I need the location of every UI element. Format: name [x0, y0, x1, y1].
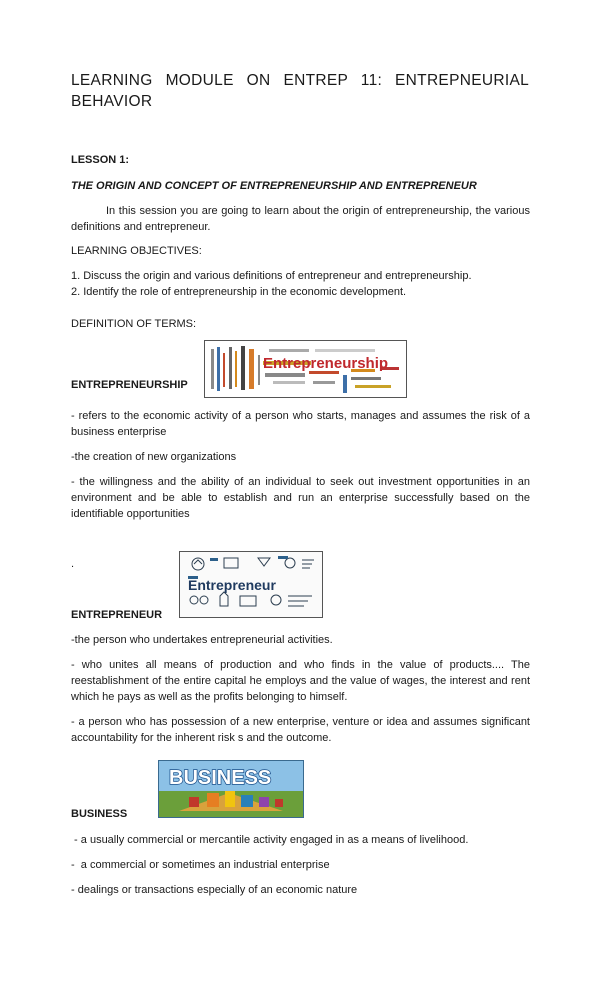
business-image-word: BUSINESS	[169, 767, 272, 789]
entrepreneurship-image-word: Entrepreneurship	[263, 355, 389, 372]
entrepreneurship-definition: - the willingness and the ability of an individual to seek out investment opportunities in an environment and be able to establish and run an enterprise successfully based on the identifiable opportunities	[71, 476, 530, 520]
objective-item: 1. Discuss the origin and various definitions of entrepreneur and entrepreneurship.	[71, 270, 472, 282]
business-definition: - a usually commercial or mercantile activity engaged in as a means of livelihood.	[71, 834, 469, 846]
module-title	[71, 70, 529, 112]
module-title-line-2: BEHAVIOR	[71, 93, 153, 110]
lesson-label: LESSON 1:	[71, 154, 130, 166]
objectives-heading: LEARNING OBJECTIVES:	[71, 245, 202, 257]
entrepreneur-definition: -the person who undertakes entrepreneurial activities.	[71, 634, 333, 646]
entrepreneurship-definition: -the creation of new organizations	[71, 451, 237, 463]
term-entrepreneurship: ENTREPRENEURSHIP	[71, 379, 188, 391]
intro-paragraph: In this session you are going to learn about the origin of entrepreneurship, the various definitions and entrepreneur.	[71, 205, 530, 233]
stray-mark: .	[71, 558, 75, 570]
entrepreneurship-definition: - refers to the economic activity of a person who starts, manages and assumes the risk of a business enterprise	[71, 410, 530, 438]
entrepreneur-definition: - who unites all means of production and who finds in the value of products.... The reestablishment of the entire capital he employs and the value of wages, the interest and rent which he pays as well as the profits belonging to himself.	[71, 659, 530, 703]
lesson-title: THE ORIGIN AND CONCEPT OF ENTREPRENEURSHIP AND ENTREPRENEUR	[71, 180, 477, 192]
business-definition: - dealings or transactions especially of an economic nature	[71, 884, 358, 896]
term-entrepreneur: ENTREPRENEUR	[71, 609, 163, 621]
objective-item: 2. Identify the role of entrepreneurship in the economic development.	[71, 286, 407, 298]
entrepreneur-definition: - a person who has possession of a new enterprise, venture or idea and assumes significant accountability for the inherent risk s and the outcome.	[71, 716, 530, 744]
term-business: BUSINESS	[71, 808, 128, 820]
entrepreneur-image-word: Entrepreneur	[188, 577, 276, 593]
definition-heading: DEFINITION OF TERMS:	[71, 318, 197, 330]
business-definition: - a commercial or sometimes an industrial enterprise	[71, 859, 330, 871]
module-title-line-1: LEARNING MODULE ON ENTREP 11: ENTREPNEURIAL	[71, 72, 529, 89]
